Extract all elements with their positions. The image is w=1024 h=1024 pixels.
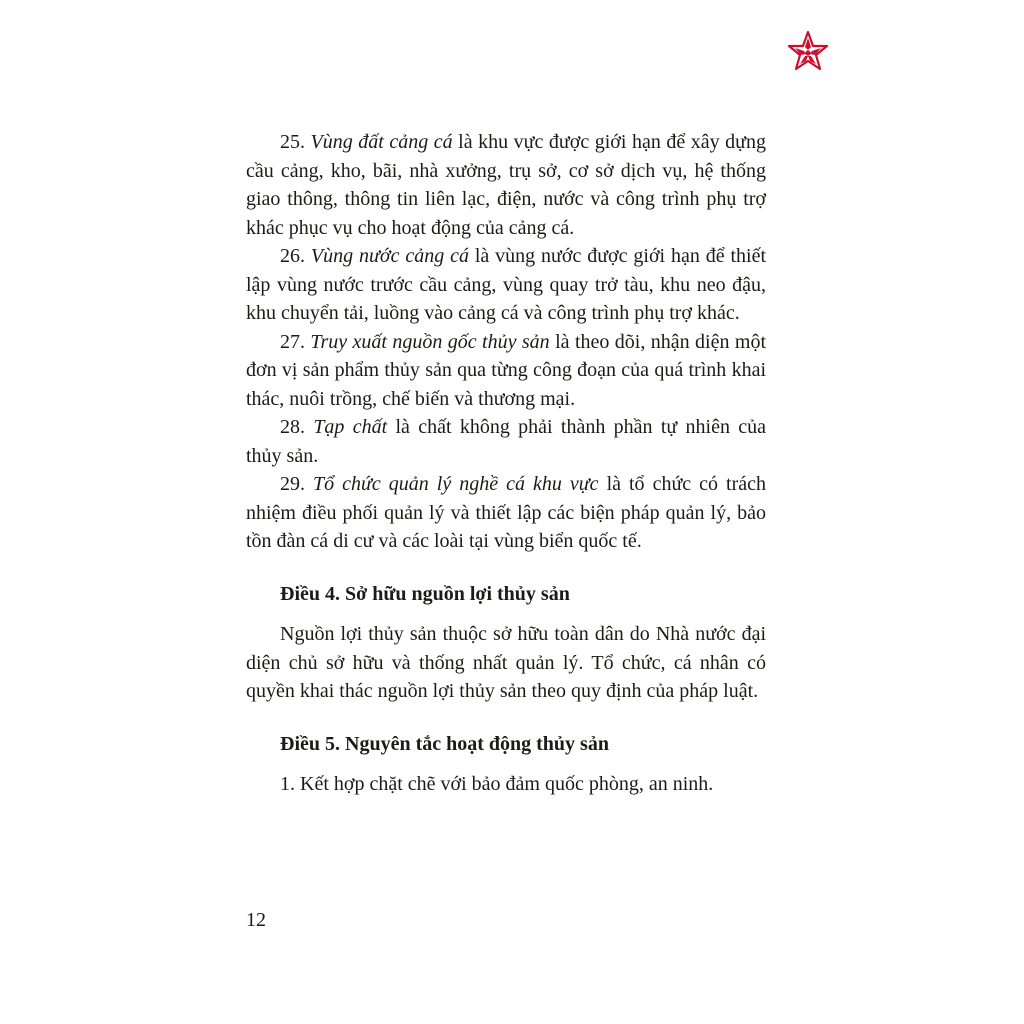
defined-term: Tổ chức quản lý nghề cá khu vực <box>313 473 599 495</box>
definition-item-29: 29. Tổ chức quản lý nghề cá khu vực là tổ chức có trách nhiệm điều phối quản lý và thiết lập các biện pháp quản lý, bảo tồn đàn cá di cư và các loài tại vùng biển quốc tế. <box>246 473 767 552</box>
page-number: 12 <box>246 909 266 931</box>
definition-item-28: 28. Tạp chất là chất không phải thành phần tự nhiên của thủy sản. <box>246 416 767 467</box>
defined-term: Vùng đất cảng cá <box>310 131 453 153</box>
definition-item-27: 27. Truy xuất nguồn gốc thủy sản là theo dõi, nhận diện một đơn vị sản phẩm thủy sản qua từng công đoạn của quá trình khai thác, nuôi trồng, chế biến và thương mại. <box>246 330 766 410</box>
article-5-item-1: 1. Kết hợp chặt chẽ với bảo đảm quốc phòng, an ninh. <box>280 773 714 795</box>
article-4-body: Nguồn lợi thủy sản thuộc sở hữu toàn dân do Nhà nước đại diện chủ sở hữu và thống nhất quản lý. Tổ chức, cá nhân có quyền khai thác nguồn lợi thủy sản theo quy định của pháp luật. <box>246 623 766 702</box>
article-5-heading: Điều 5. Nguyên tắc hoạt động thủy sản <box>280 732 609 755</box>
defined-term: Vùng nước cảng cá <box>310 245 469 267</box>
definition-item-26: 26. Vùng nước cảng cá là vùng nước được giới hạn để thiết lập vùng nước trước cầu cảng, vùng quay trở tàu, khu neo đậu, khu chuyển tải, luồng vào cảng cá và công trình phụ trợ khác. <box>246 245 767 324</box>
definition-item-25: 25. Vùng đất cảng cá là khu vực được giới hạn để xây dựng cầu cảng, kho, bãi, nhà xưởng, trụ sở, cơ sở dịch vụ, hệ thống giao thông, thông tin liên lạc, điện, nước và công trình phụ trợ khác phục vụ cho hoạt động của cảng cá. <box>246 131 767 239</box>
star-flower-logo-icon <box>784 28 832 76</box>
page-body <box>246 128 766 799</box>
defined-term: Truy xuất nguồn gốc thủy sản <box>310 330 550 353</box>
defined-term: Tạp chất <box>313 416 388 438</box>
article-4-heading: Điều 4. Sở hữu nguồn lợi thủy sản <box>280 582 570 605</box>
